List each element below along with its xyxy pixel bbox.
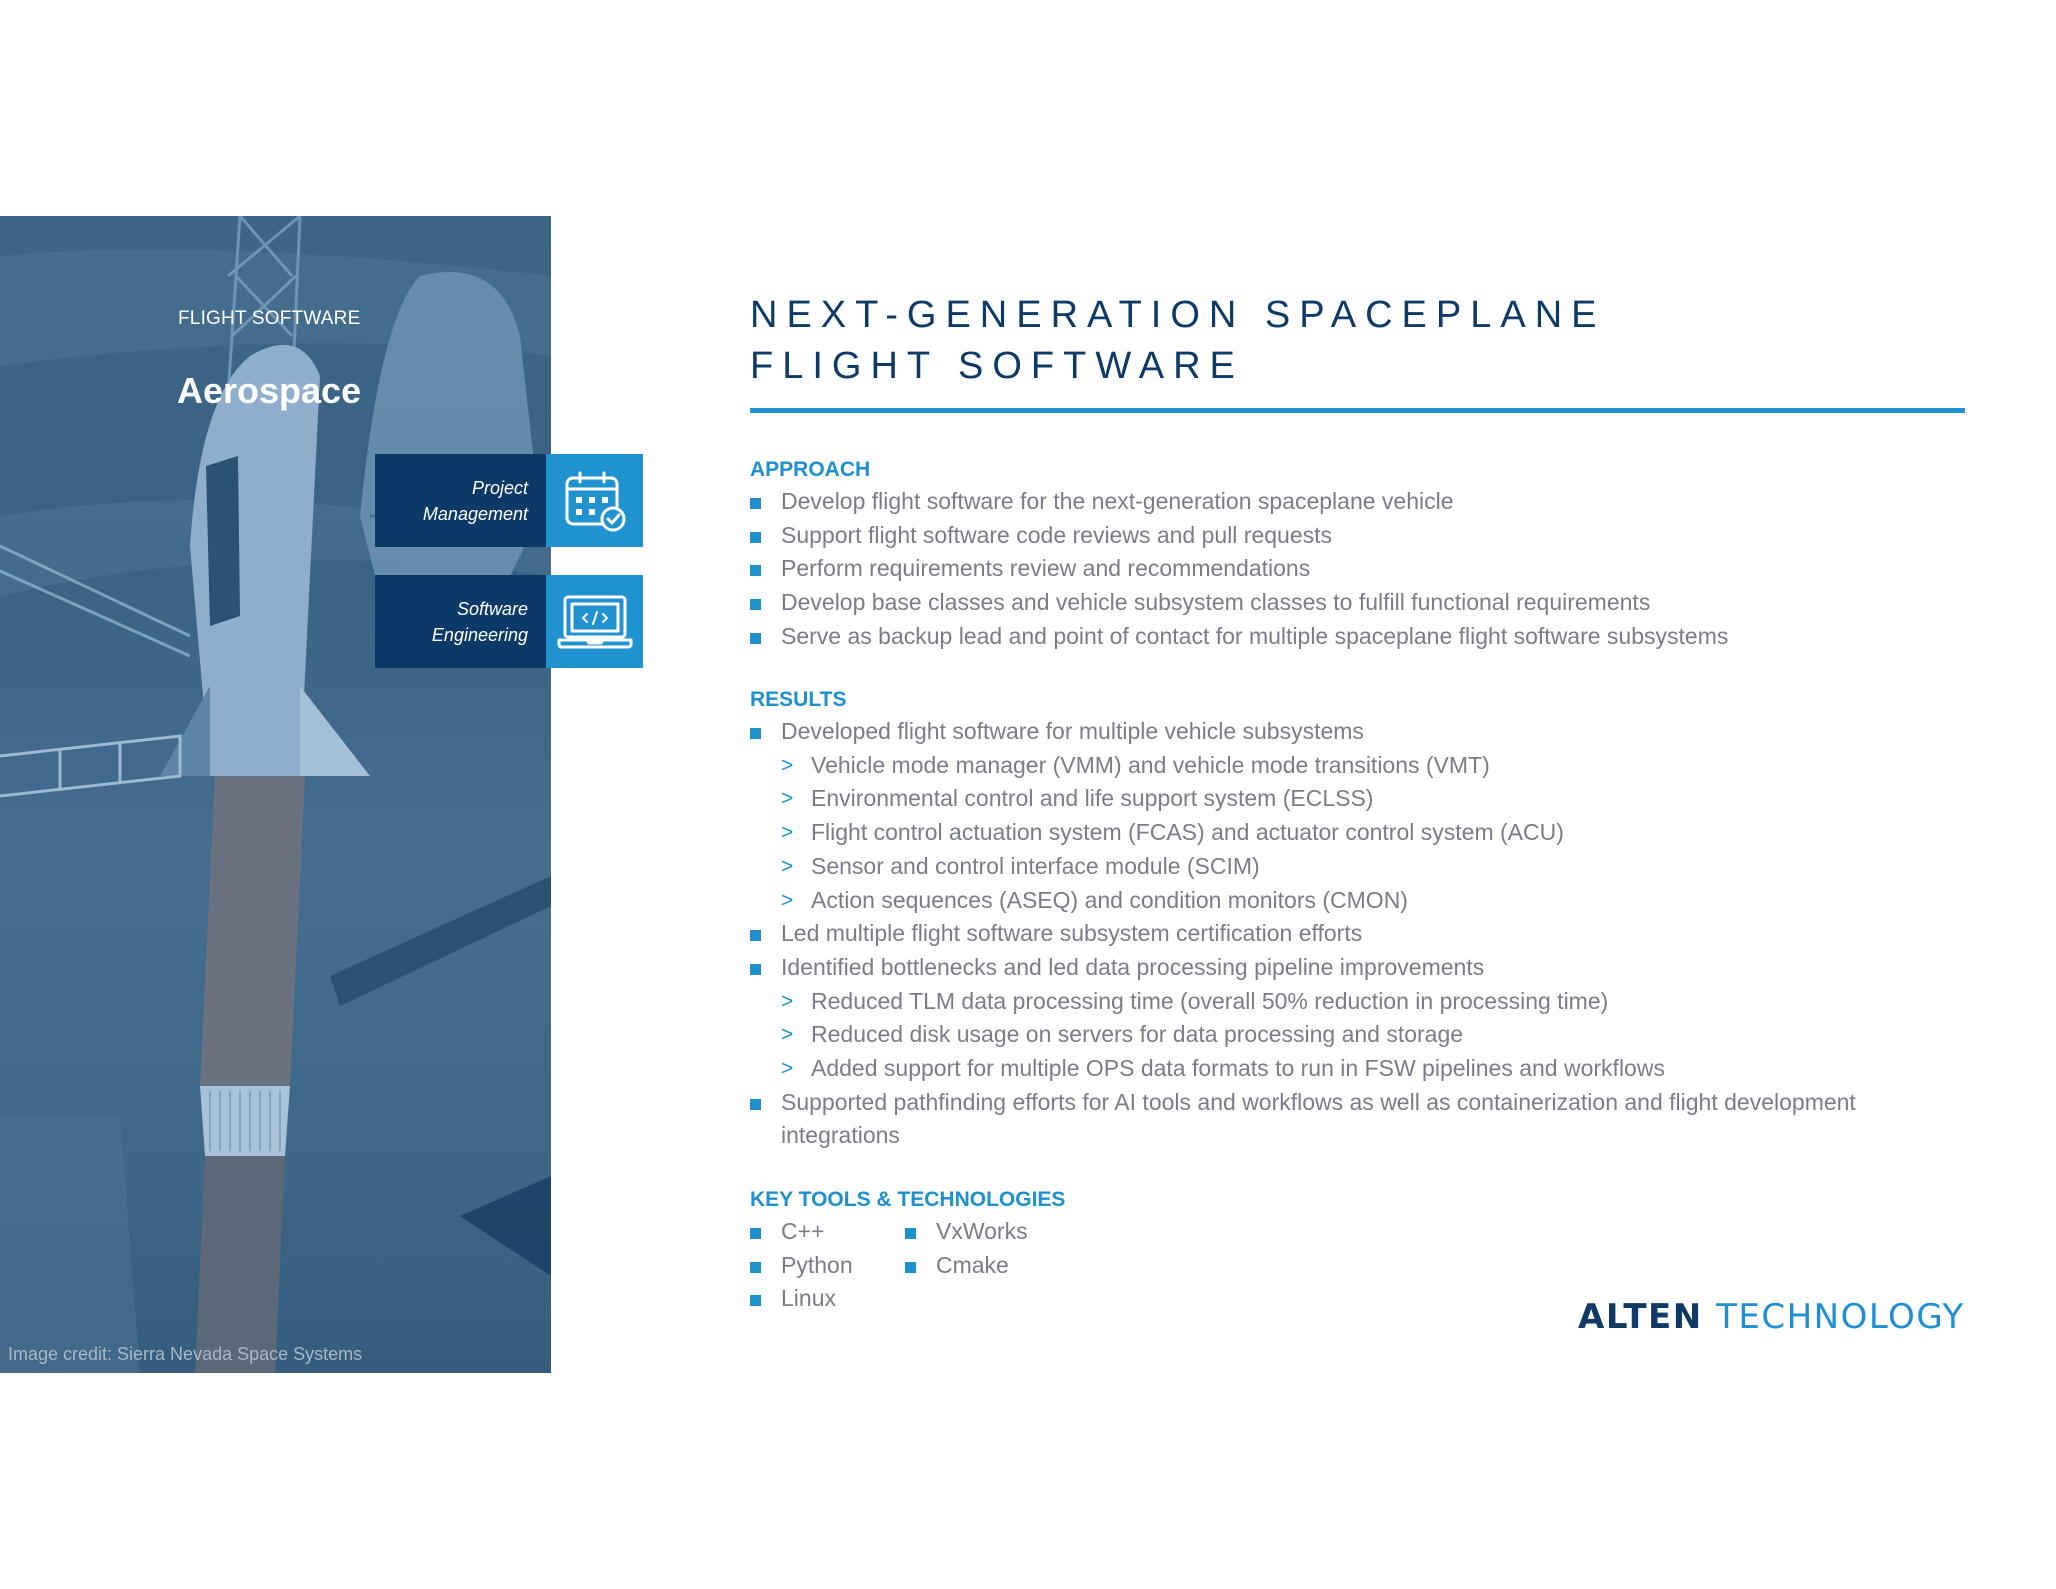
bullet-square-icon [750,1295,761,1306]
list-item: Identified bottlenecks and led data processing pipeline improvements [750,951,1911,985]
page-title: NEXT-GENERATION SPACEPLANE FLIGHT SOFTWARE [750,294,1606,387]
list-item: Serve as backup lead and point of contact for multiple spaceplane flight software subsystems [750,620,1728,654]
bullet-square-icon [905,1262,916,1273]
bullet-square-icon [750,964,761,975]
tool-item: Cmake [905,1249,1105,1283]
list-item: Develop flight software for the next-generation spaceplane vehicle [750,485,1728,519]
chevron-right-icon: > [781,888,794,912]
badge-label: Project Management [375,454,546,547]
list-item: Support flight software code reviews and pull requests [750,519,1728,553]
tools-grid [750,1215,1105,1316]
sub-list-item: > Reduced disk usage on servers for data processing and storage [750,1018,1911,1052]
bullet-square-icon [750,1228,761,1239]
chevron-right-icon: > [781,1023,794,1047]
chevron-right-icon: > [781,753,794,777]
list-item: Supported pathfinding efforts for AI tools and workflows as well as containerization and flight development integrations [750,1086,1911,1153]
chevron-right-icon: > [781,1057,794,1081]
sub-list-item: > Reduced TLM data processing time (overall 50% reduction in processing time) [750,985,1911,1019]
bullet-square-icon [750,498,761,509]
list-item: Develop base classes and vehicle subsystem classes to fulfill functional requirements [750,586,1728,620]
sub-list-item: > Flight control actuation system (FCAS) and actuator control system (ACU) [750,816,1911,850]
bullet-square-icon [750,565,761,576]
approach-section [750,455,1728,654]
sub-list-item: > Action sequences (ASEQ) and condition monitors (CMON) [750,884,1911,918]
company-logo: ALTEN TECHNOLOGY [1578,1297,1965,1337]
tool-item: Linux [750,1282,905,1316]
chevron-right-icon: > [781,787,794,811]
chevron-right-icon: > [781,854,794,878]
approach-heading: APPROACH [750,458,871,481]
bullet-square-icon [750,633,761,644]
list-item: Developed flight software for multiple vehicle subsystems [750,715,1911,749]
calendar-check-icon [546,454,643,547]
list-item: Perform requirements review and recommendations [750,552,1728,586]
badge-label: Software Engineering [375,575,546,668]
image-credit: Image credit: Sierra Nevada Space Systems [8,1344,363,1364]
sub-list-item: > Sensor and control interface module (SCIM) [750,850,1911,884]
badge-software-engineering [375,575,643,668]
tools-heading: KEY TOOLS & TECHNOLOGIES [750,1188,1066,1211]
title-divider [750,408,1965,413]
badge-project-management [375,454,643,547]
tool-item: Python [750,1249,905,1283]
bullet-square-icon [750,728,761,739]
bullet-square-icon [750,599,761,610]
industry-title: Aerospace [177,370,362,411]
list-item: Led multiple flight software subsystem certification efforts [750,917,1911,951]
chevron-right-icon: > [781,989,794,1013]
tools-section [750,1185,1105,1316]
bullet-square-icon [905,1228,916,1239]
tool-item: VxWorks [905,1215,1105,1249]
sub-list-item: > Environmental control and life support system (ECLSS) [750,782,1911,816]
hero-image-panel [0,216,551,1373]
bullet-square-icon [750,930,761,941]
sub-list-item: > Vehicle mode manager (VMM) and vehicle mode transitions (VMT) [750,749,1911,783]
results-heading: RESULTS [750,688,847,711]
tool-item: C++ [750,1215,905,1249]
bullet-square-icon [750,532,761,543]
bullet-square-icon [750,1099,761,1110]
bullet-square-icon [750,1262,761,1273]
results-section [750,685,1911,1153]
sub-list-item: > Added support for multiple OPS data formats to run in FSW pipelines and workflows [750,1052,1911,1086]
category-label: FLIGHT SOFTWARE [178,308,361,329]
chevron-right-icon: > [781,821,794,845]
laptop-code-icon [546,575,643,668]
